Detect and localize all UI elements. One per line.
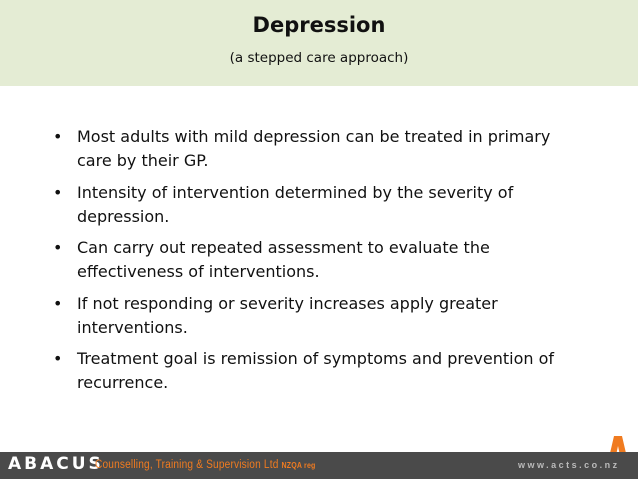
footer-tagline-text: Counselling, Training & Supervision Ltd (95, 459, 279, 471)
bullet-dot: • (53, 349, 63, 368)
footer-accreditation: NZQA reg (281, 461, 316, 470)
footer-tagline (95, 459, 316, 471)
footer-brand: ABACUS (8, 454, 104, 474)
bullet-item (50, 181, 590, 229)
bullet-dot: • (53, 238, 63, 257)
bullet-dot: • (53, 127, 63, 146)
slide-title: Depression (252, 13, 386, 37)
bullet-dot: • (53, 182, 63, 202)
bullet-list (50, 125, 590, 403)
bullet-dot: • (53, 293, 63, 313)
footer-url[interactable]: www.acts.co.nz (518, 460, 620, 470)
bullet-item (50, 347, 590, 395)
bullet-text: Intensity of intervention determined by the severity of depression. (77, 182, 514, 226)
bullet-text: Can carry out repeated assessment to evaluate the effectiveness of interventions. (77, 238, 490, 281)
bullet-text: Most adults with mild depression can be treated in primary care by their GP. (77, 127, 551, 170)
footer-bar (0, 452, 638, 479)
bullet-item (50, 125, 590, 173)
slide-header (0, 0, 638, 86)
bullet-text: If not responding or severity increases apply greater interventions. (77, 293, 498, 337)
bullet-item (50, 236, 590, 284)
bullet-item (50, 292, 590, 340)
slide-subtitle: (a stepped care approach) (229, 50, 409, 66)
bullet-text: Treatment goal is remission of symptoms and prevention of recurrence. (77, 349, 555, 392)
